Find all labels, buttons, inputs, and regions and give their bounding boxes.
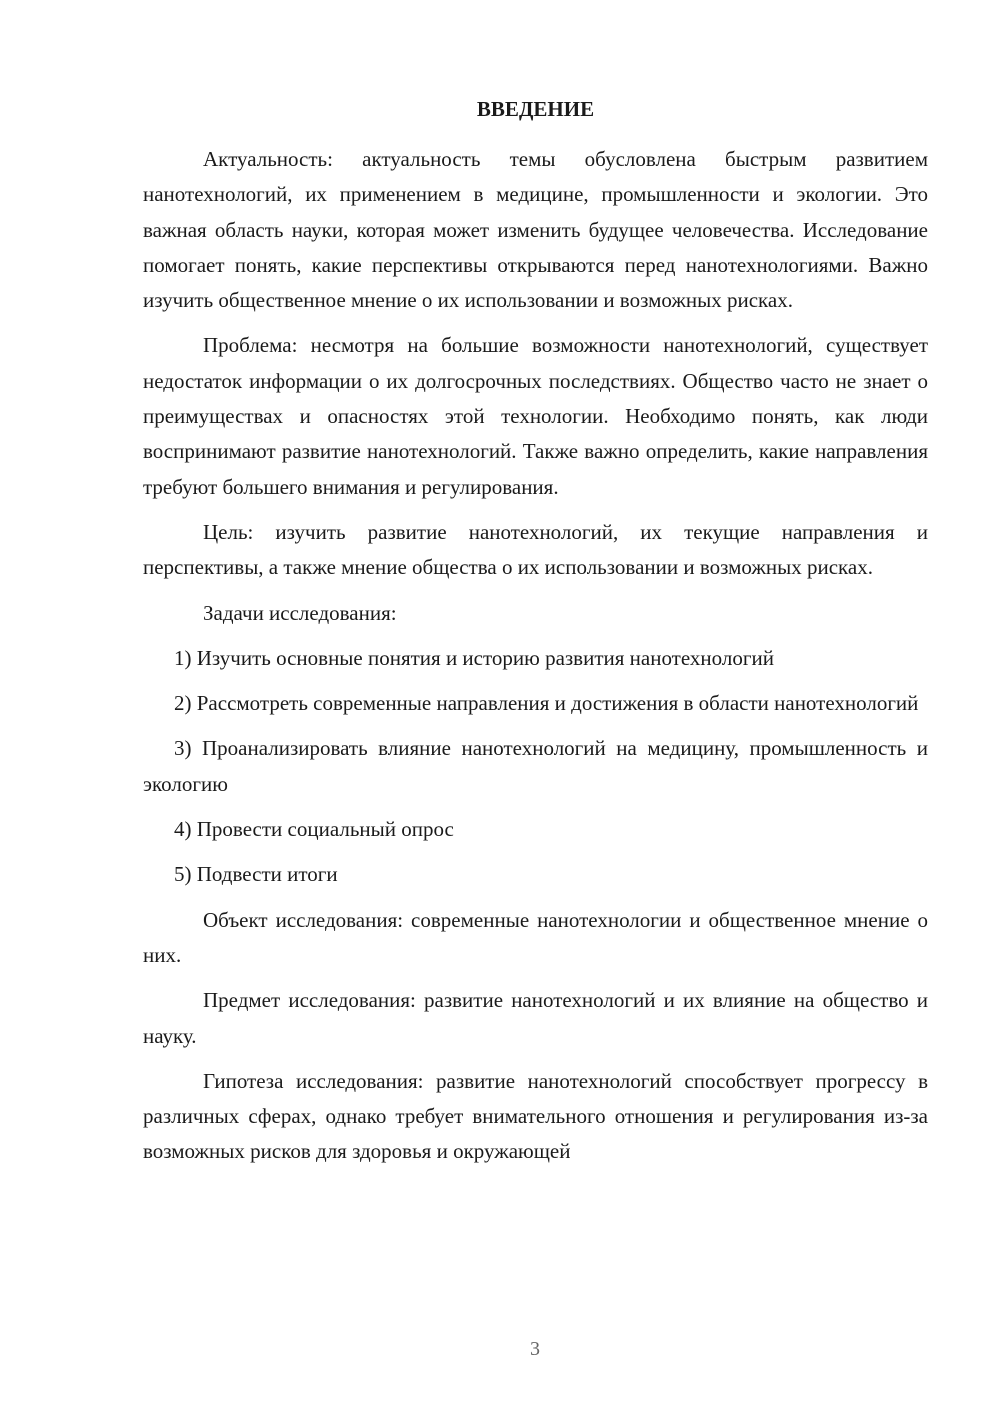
- paragraph-spacer: [143, 586, 928, 596]
- paragraph-spacer: [143, 973, 928, 983]
- paragraph-hypothesis: Гипотеза исследования: развитие нанотехнологий способствует прогрессу в различных сферах, однако требует внимательного отношения и регулирования из-за возможных рисков для здоровья и окружающей: [143, 1068, 928, 1164]
- paragraph-relevance: Актуальность: актуальность темы обусловлена быстрым развитием нанотехнологий, их применением в медицине, промышленности и экологии. Это важная область науки, которая может изменить будущее человечества. Исследование помогает понять, какие перспективы открываются перед нанотехнологиями. Важно изучить общественное мнение о их использовании и возможных рисках.: [143, 147, 928, 313]
- paragraph-object: Объект исследования: современные нанотехнологии и общественное мнение о них.: [143, 907, 928, 967]
- paragraph-spacer: [143, 847, 928, 857]
- paragraph-spacer: [143, 721, 928, 731]
- task-item-3: 3) Проанализировать влияние нанотехнологий на медицину, промышленность и экологию: [143, 736, 928, 796]
- page-number: 3: [530, 1338, 540, 1360]
- paragraph-subject: Предмет исследования: развитие нанотехнологий и их влияние на общество и науку.: [143, 988, 928, 1048]
- document-page: [143, 94, 928, 1170]
- task-item-1: 1) Изучить основные понятия и историю развития нанотехнологий: [174, 645, 774, 670]
- tasks-heading: Задачи исследования:: [203, 600, 397, 625]
- paragraph-goal: Цель: изучить развитие нанотехнологий, их текущие направления и перспективы, а также мнение общества о их использовании и возможных рисках.: [143, 519, 928, 580]
- paragraph-problem: Проблема: несмотря на большие возможности нанотехнологий, существует недостаток информации о их долгосрочных последствиях. Общество часто не знает о преимуществах и опасностях этой технологии. Необходимо понять, как люди воспринимают развитие нанотехнологий. Также важно определить, какие направления требуют большего внимания и регулирования.: [143, 333, 928, 499]
- paragraph-spacer: [143, 802, 928, 812]
- task-item-5: 5) Подвести итоги: [174, 862, 338, 887]
- paragraph-spacer: [143, 631, 928, 641]
- paragraph-spacer: [143, 318, 928, 328]
- paragraph-spacer: [143, 676, 928, 686]
- paragraph-spacer: [143, 893, 928, 903]
- paragraph-spacer: [143, 505, 928, 515]
- task-item-2: 2) Рассмотреть современные направления и достижения в области нанотехнологий: [174, 691, 919, 716]
- document-title: ВВЕДЕНИЕ: [476, 97, 595, 121]
- task-item-4: 4) Провести социальный опрос: [174, 817, 454, 842]
- paragraph-spacer: [143, 1054, 928, 1064]
